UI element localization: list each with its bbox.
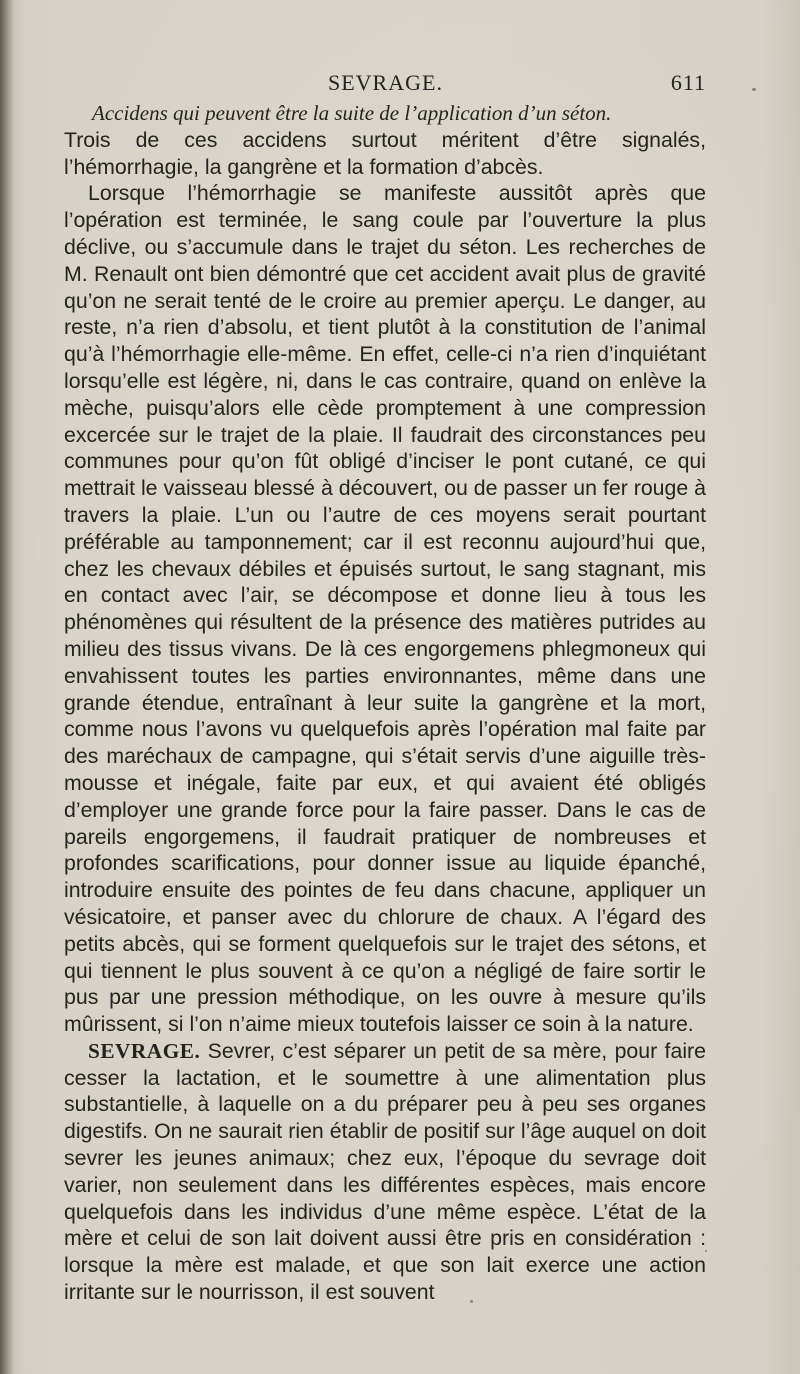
page-number: 611 (670, 70, 706, 95)
section-heading: Accidens qui peuvent être la suite de l’application d’un séton. (92, 101, 612, 125)
dictionary-entry (64, 1038, 706, 1306)
paper-speck (752, 88, 756, 91)
body-text (64, 100, 706, 1306)
binding-shadow (0, 0, 14, 1374)
page-header (66, 70, 706, 102)
entry-text: Sevrer, c’est séparer un petit de sa mère, pour faire cesser la lactation, et le soumettre à une alimentation plus substantielle, à laquelle on a du préparer peu à peu ses organes digestifs. On ne saurait rien établir de positif sur l’âge auquel on doit sevrer les jeunes animaux; chez eux, l’époque du sevrage doit varier, non seulement dans les différentes espèces, mais encore quelquefois dans les individus d’une même espèce. L’état de la mère et celui de son lait doivent aussi être pris en considération : lorsque la mère est malade, et que son lait exerce une action irritante sur le nourrisson, il est souvent (64, 1038, 706, 1305)
paragraph: Trois de ces accidens surtout méritent d’être signalés, l’hémorrhagie, la gangrène et la formation d’abcès. (64, 127, 706, 179)
entry-headword: SEVRAGE. (88, 1038, 201, 1063)
running-title: SEVRAGE. (328, 70, 443, 95)
paper-speck (470, 1300, 473, 1303)
paper-speck (705, 1250, 707, 1252)
paragraph: Lorsque l’hémorrhagie se manifeste aussitôt après que l’opération est terminée, le sang coule par l’ouverture la plus déclive, ou s’accumule dans le trajet du séton. Les recherches de M. Renault ont bien démontré que cet accident avait plus de gravité qu’on ne serait tenté de le croire au premier aperçu. Le danger, au reste, n’a rien d’absolu, et tient plutôt à la constitution de l’animal qu’à l’hémorrhagie elle-même. En effet, celle-ci n’a rien d’inquiétant lorsqu’elle est légère, ni, dans le cas contraire, quand on enlève la mèche, puisqu’alors elle cède promptement à une compression excercée sur le trajet de la plaie. Il faudrait des circonstances peu communes pour qu’on fût obligé d’inciser le pont cutané, ce qui mettrait le vaisseau blessé à découvert, ou de passer un fer rouge à travers la plaie. L’un ou l’autre de ces moyens serait pourtant préférable au tamponnement; car il est reconnu aujourd’hui que, chez les chevaux débiles et épuisés surtout, le sang stagnant, mis en contact avec l’air, se décompose et donne lieu à tous les phénomènes qui résultent de la présence des matières putrides au milieu des tissus vivans. De là ces engorgemens phlegmoneux qui envahissent toutes les parties environnantes, même dans une grande étendue, entraînant à leur suite la gangrène et la mort, comme nous l’avons vu quelquefois après l’opération mal faite par des maréchaux de campagne, qui s’était servis d’une aiguille très-mousse et inégale, faite par eux, et qui avaient été obligés d’employer une grande force pour la faire passer. Dans le cas de pareils engorgemens, il faudrait pratiquer de nombreuses et profondes scarifications, pour donner issue au liquide épanché, introduire ensuite des pointes de feu dans chacune, appliquer un vésicatoire, et panser avec du chlorure de chaux. A l’égard des petits abcès, qui se forment quelquefois sur le trajet des sétons, et qui tiennent le plus souvent à ce qu’on a négligé de faire sortir le pus par une pression méthodique, on les ouvre à mesure qu’ils mûrissent, si l’on n’aime mieux toutefois laisser ce soin à la nature. (64, 181, 706, 1037)
